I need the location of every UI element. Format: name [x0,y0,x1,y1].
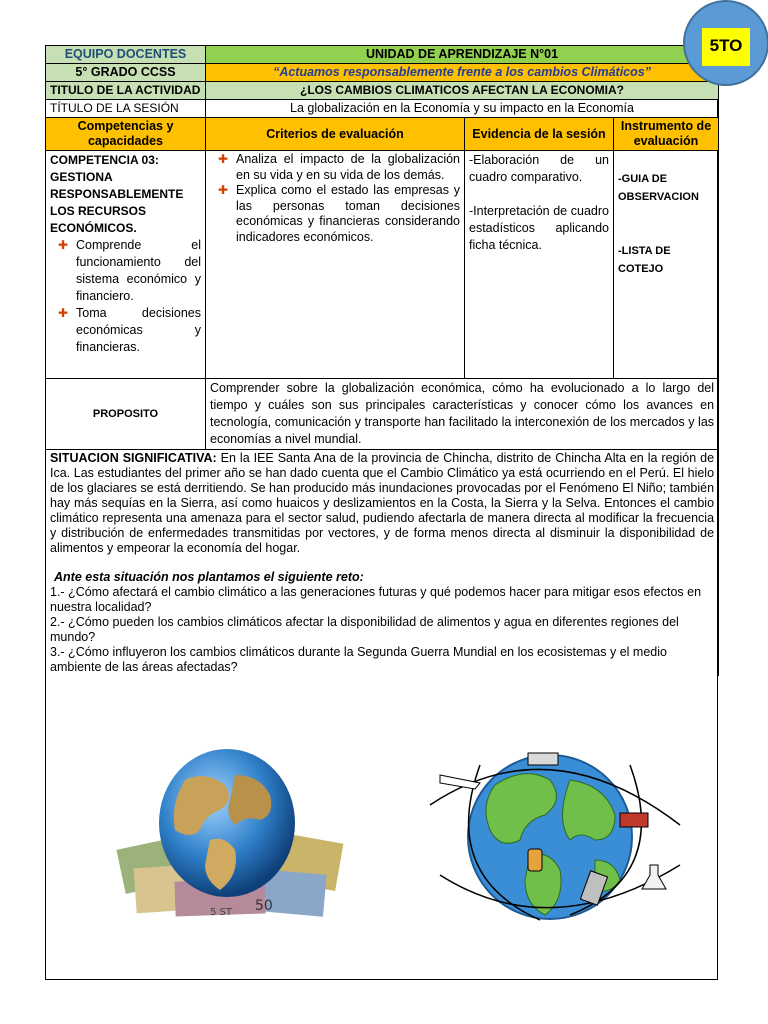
activity-title: ¿LOS CAMBIOS CLIMATICOS AFECTAN LA ECONOMIA? [206,82,719,100]
session-label: TÍTULO DE LA SESIÓN [46,100,206,118]
airplane-icon [440,775,480,789]
instrumento-item: -GUIA DE OBSERVACION [618,173,699,203]
bullet-icon: ✚ [58,238,69,252]
grade-label: 5° GRADO CCSS [46,64,206,82]
competencia-title: COMPETENCIA 03: GESTIONA RESPONSABLEMENTE LOS RECURSOS ECONÓMICOS. [50,153,184,235]
reto-title: Ante esta situación nos plantamos el siguiente reto: [54,570,364,584]
instrumento-item: -LISTA DE COTEJO [618,245,671,275]
evidencia-cell [465,151,614,379]
lesson-plan-table [45,45,719,676]
unit-title: UNIDAD DE APRENDIZAJE N°01 [206,46,719,64]
criterio-item: ✚ Explica como el estado las empresas y las personas toman decisiones económicas y financieras considerando indicadores económicos. [218,183,460,244]
proposito-text: Comprender sobre la globalización económica, cómo ha evolucionado a lo largo del tiempo y cuáles son sus principales características y conocer cómo los avances en tecnología, comunicación y transporte han facilitado la interconexión de los mercados y las economías a nivel mundial. [206,379,719,450]
situacion-label: SITUACION SIGNIFICATIVA: [50,451,217,465]
col-competencias: Competencias y capacidades [46,118,206,151]
situacion-cell [46,450,719,677]
evidencia-item: -Interpretación de cuadro estadísticos aplicando ficha técnica. [469,204,609,252]
globe-icon [159,749,295,897]
svg-text:5 ST: 5 ST [210,907,232,918]
grade-badge: 5TO [702,28,750,66]
situacion-text: En la IEE Santa Ana de la provincia de Chincha, distrito de Chincha Alta en la región de Ica. Las estudiantes del primer año se han dado cuenta que el Cambio Climático ya está ocurriendo en el Perú. El hielo de los glaciares se está derritiendo. Se han producido más inundaciones provocadas por el Fenómeno El Niño; también hay más sequías en la Sierra, así como huaicos y deslizamientos en la Costa, la Sierra y la Selva. Entonces el cambio climático representa una amenaza para el sector salud, pudiendo afectarla de manera directa al modificar la frecuencia y distribución de enfermedades transmitidas por vectores, y de forma menos directa al disminuir la disponibilidad de alimentos y empeorar la economía del hogar. [50,451,715,555]
competencia-cell [46,151,206,379]
globe-on-money-image [115,745,345,920]
bottle-icon [528,849,542,871]
criterio-item: ✚ Analiza el impacto de la globalización en su vida y en su vida de los demás. [218,152,460,182]
criterios-cell [206,151,465,379]
team-label: EQUIPO DOCENTES [46,46,206,64]
globe-transport-image [410,745,690,925]
capacidad-item: ✚ Toma decisiones económicas y financieras. [58,306,201,354]
truck-icon [620,813,648,827]
session-title: La globalización en la Economía y su impacto en la Economía [206,100,719,118]
pregunta-item: 2.- ¿Cómo pueden los cambios climáticos afectar la disponibilidad de alimentos y agua en diferentes regiones del mundo? [50,615,679,644]
lab-flask-icon [642,865,666,889]
proposito-label: PROPOSITO [46,379,206,450]
unit-subtitle: “Actuamos responsablemente frente a los cambios Climáticos” [206,64,719,82]
bullet-icon: ✚ [58,306,69,320]
evidencia-item: -Elaboración de un cuadro comparativo. [469,153,609,184]
pregunta-item: 1.- ¿Cómo afectará el cambio climático a las generaciones futuras y qué podemos hacer para mitigar esos efectos en nuestra localidad? [50,585,702,614]
col-instrumento: Instrumento de evaluación [614,118,719,151]
ship-icon [528,753,558,765]
pregunta-item: 3.- ¿Cómo influyeron los cambios climáticos durante la Segunda Guerra Mundial en los ecosistemas y el medio ambiente de las áreas afectadas? [50,645,667,674]
bullet-icon: ✚ [218,152,229,166]
col-criterios: Criterios de evaluación [206,118,465,151]
capacidad-item: ✚ Comprende el funcionamiento del sistema económico y financiero. [58,238,201,303]
activity-label: TITULO DE LA ACTIVIDAD [46,82,206,100]
bullet-icon: ✚ [218,183,229,197]
instrumento-cell [614,151,719,379]
col-evidencia: Evidencia de la sesión [465,118,614,151]
svg-text:50: 50 [255,898,273,914]
